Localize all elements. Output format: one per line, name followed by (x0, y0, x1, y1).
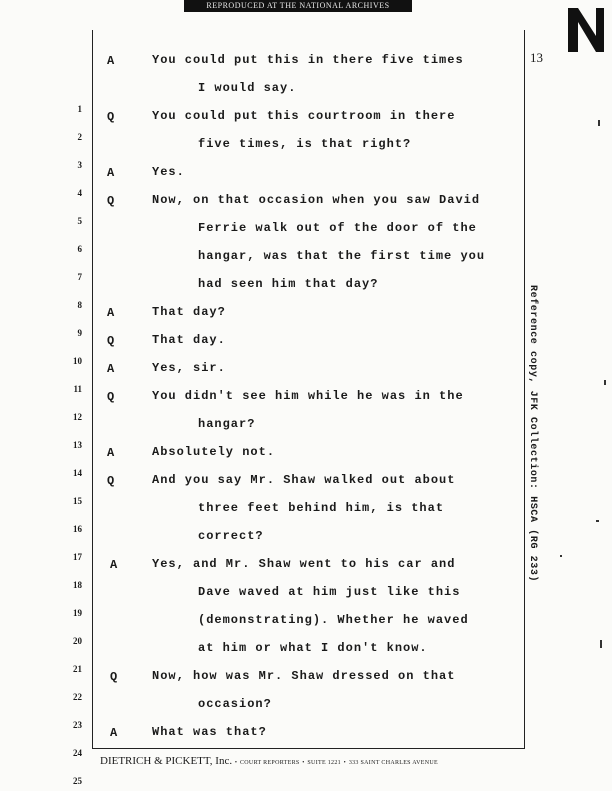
line-number: 8 (77, 300, 82, 310)
line-number: 13 (73, 440, 82, 450)
speaker-label: A (107, 362, 115, 376)
transcript-line-text: occasion? (198, 697, 272, 711)
transcript-line-text: hangar, was that the first time you (198, 249, 486, 263)
speaker-label: Q (107, 194, 115, 208)
speaker-label: A (107, 446, 115, 460)
transcript-line-text: correct? (198, 529, 264, 543)
transcript-line-text: Yes, sir. (152, 361, 226, 375)
line-number: 6 (77, 244, 82, 254)
transcript-line-text: That day. (152, 333, 226, 347)
line-number: 19 (73, 608, 82, 618)
line-number: 16 (73, 524, 82, 534)
speaker-label: A (107, 166, 115, 180)
line-number: 23 (73, 720, 82, 730)
line-number: 22 (73, 692, 82, 702)
speaker-label: Q (110, 670, 118, 684)
separator: • (343, 760, 347, 766)
transcript-line-text: Ferrie walk out of the door of the (198, 221, 477, 235)
line-number: 3 (77, 160, 82, 170)
line-number: 14 (73, 468, 82, 478)
page-number: 13 (530, 50, 543, 65)
transcript-line-text: You could put this in there five times (152, 53, 464, 67)
court-reporter-footer (100, 755, 520, 767)
speaker-label: A (110, 558, 118, 572)
line-number: 11 (73, 384, 82, 394)
archive-banner: REPRODUCED AT THE NATIONAL ARCHIVES (184, 0, 412, 12)
line-number: 2 (77, 132, 82, 142)
line-number: 18 (73, 580, 82, 590)
transcript-line-text: Now, on that occasion when you saw David (152, 193, 481, 207)
transcript-line-text: hangar? (198, 417, 256, 431)
speaker-label: Q (107, 334, 115, 348)
transcript-line-text: That day? (152, 305, 226, 319)
line-number: 20 (73, 636, 82, 646)
transcript-line-text: Yes. (152, 165, 185, 179)
transcript-line-text: Dave waved at him just like this (198, 585, 461, 599)
line-number: 24 (73, 748, 82, 758)
line-number: 25 (73, 776, 82, 786)
speaker-label: Q (107, 390, 115, 404)
line-number: 10 (73, 356, 82, 366)
transcript-line-text: Absolutely not. (152, 445, 276, 459)
transcript-line-text: What was that? (152, 725, 267, 739)
speaker-label: A (110, 726, 118, 740)
line-number: 15 (73, 496, 82, 506)
transcript-line-text: at him or what I don't know. (198, 641, 428, 655)
line-number: 5 (77, 216, 82, 226)
separator: • (302, 760, 305, 766)
street-address: 333 SAINT CHARLES AVENUE (348, 760, 438, 766)
firm-name: DIETRICH & PICKETT, Inc. (100, 755, 233, 767)
transcript-line-text: five times, is that right? (198, 137, 412, 151)
transcript-line-text: had seen him that day? (198, 277, 379, 291)
line-number: 4 (77, 188, 82, 198)
transcript-line-text: And you say Mr. Shaw walked out about (152, 473, 456, 487)
speaker-label: A (107, 306, 115, 320)
line-number: 21 (73, 664, 82, 674)
line-number: 12 (73, 412, 82, 422)
transcript-line-text: You could put this courtroom in there (152, 109, 456, 123)
line-number: 17 (73, 552, 82, 562)
transcript-line-text: I would say. (198, 81, 297, 95)
reference-copy-note: Reference copy, JFK Collection: HSCA (RG 233) (527, 285, 538, 583)
transcript-line-text: Now, how was Mr. Shaw dressed on that (152, 669, 456, 683)
transcript-line-text: Yes, and Mr. Shaw went to his car and (152, 557, 456, 571)
reporter-role: COURT REPORTERS (240, 760, 300, 766)
suite-number: SUITE 1221 (307, 760, 341, 766)
transcript-line-text: You didn't see him while he was in the (152, 389, 464, 403)
speaker-label: Q (107, 110, 115, 124)
line-number: 9 (77, 328, 82, 338)
line-number: 1 (77, 104, 82, 114)
speaker-label: A (107, 54, 115, 68)
transcript-line-text: three feet behind him, is that (198, 501, 445, 515)
separator: • (234, 760, 238, 766)
corner-mark-icon (566, 6, 612, 56)
speaker-label: Q (107, 474, 115, 488)
transcript-line-text: (demonstrating). Whether he waved (198, 613, 469, 627)
line-number: 7 (77, 272, 82, 282)
